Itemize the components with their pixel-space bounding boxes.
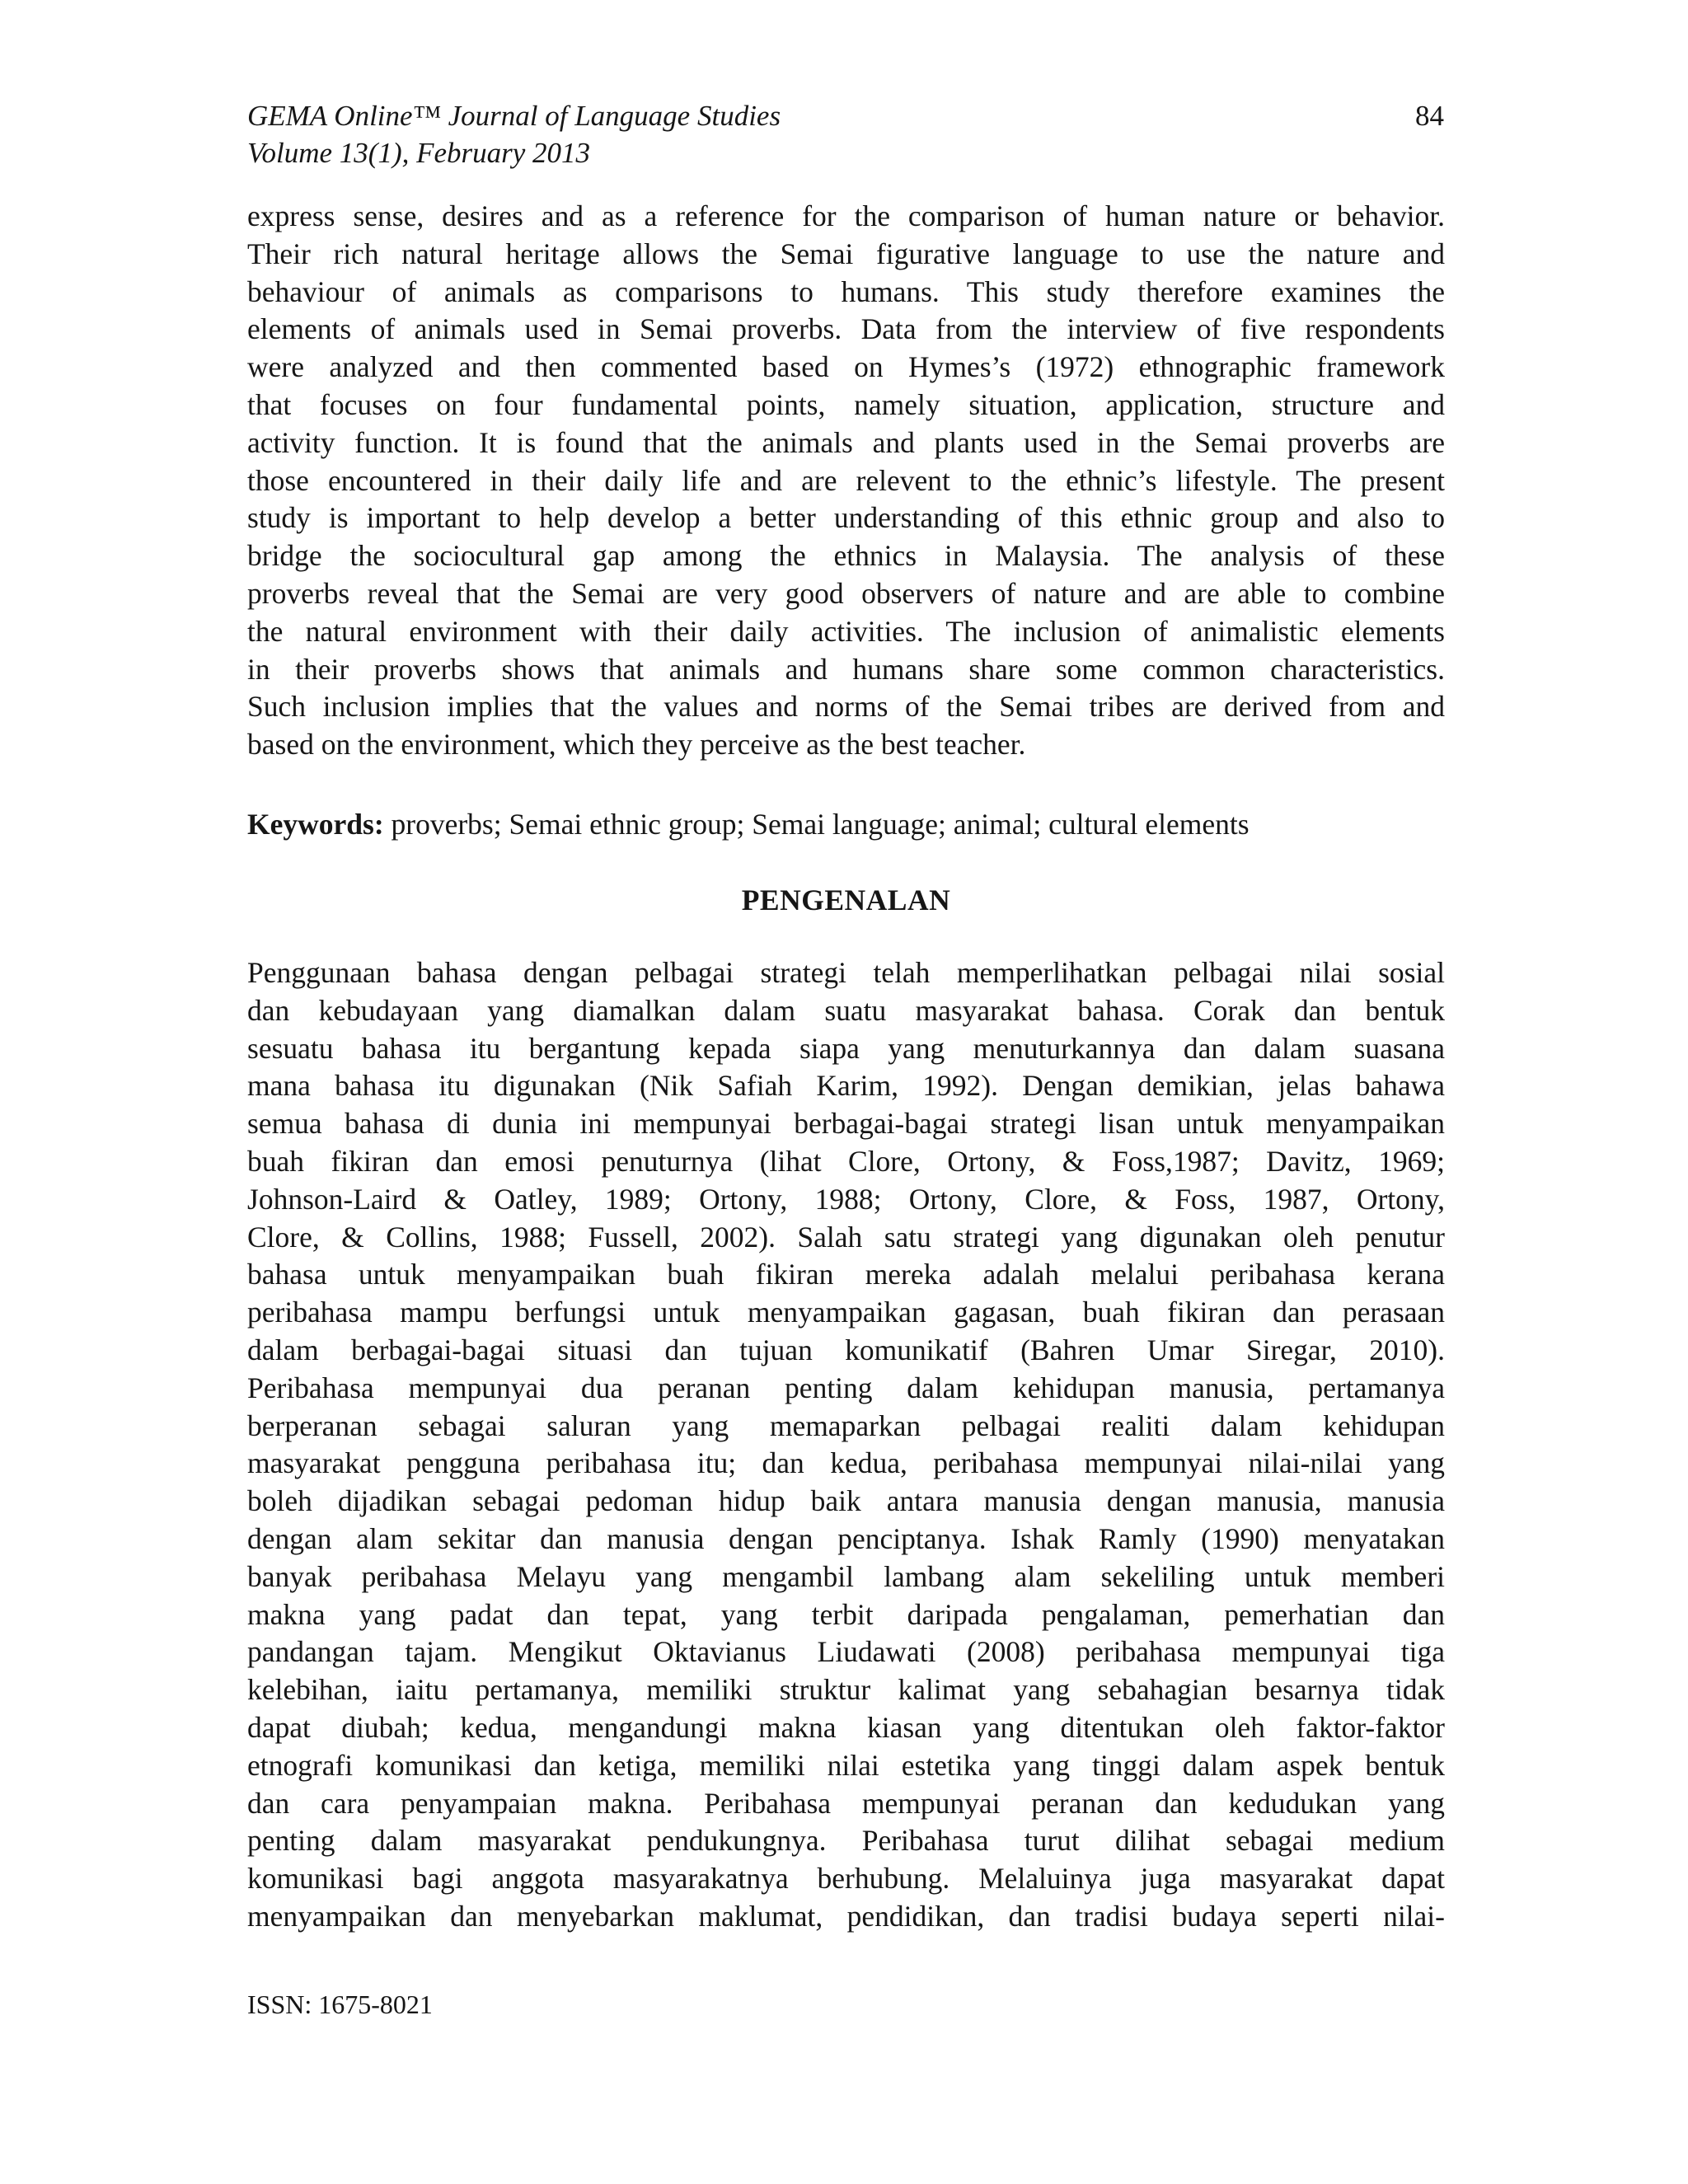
abstract-line: based on the environment, which they perceive as the best teacher. — [247, 728, 1026, 762]
abstract-line: were analyzed and then commented based on Hymes’s (1972) ethnographic framework — [247, 350, 1445, 384]
body-line: buah fikiran dan emosi penuturnya (lihat Clore, Ortony, & Foss,1987; Davitz, 1969; — [247, 1144, 1445, 1178]
body-line: semua bahasa di dunia ini mempunyai berbagai-bagai strategi lisan untuk menyampaikan — [247, 1107, 1445, 1141]
body-line: dengan alam sekitar dan manusia dengan penciptanya. Ishak Ramly (1990) menyatakan — [247, 1521, 1445, 1555]
body-line: makna yang padat dan tepat, yang terbit daripada pengalaman, pemerhatian dan — [247, 1597, 1445, 1631]
body-line: menyampaikan dan menyebarkan maklumat, pendidikan, dan tradisi budaya seperti nilai- — [247, 1899, 1445, 1933]
body-line: berperanan sebagai saluran yang memaparkan pelbagai realiti dalam kehidupan — [247, 1408, 1445, 1442]
body-line: etnografi komunikasi dan ketiga, memiliki nilai estetika yang tinggi dalam aspek bentuk — [247, 1748, 1445, 1782]
body-line: sesuatu bahasa itu bergantung kepada siapa yang menuturkannya dan dalam suasana — [247, 1031, 1445, 1065]
body-line: mana bahasa itu digunakan (Nik Safiah Karim, 1992). Dengan demikian, jelas bahawa — [247, 1069, 1445, 1103]
body-line: dan cara penyampaian makna. Peribahasa mempunyai peranan dan kedudukan yang — [247, 1786, 1445, 1820]
body-line: dalam berbagai-bagai situasi dan tujuan komunikatif (Bahren Umar Siregar, 2010). — [247, 1333, 1445, 1366]
abstract-line: study is important to help develop a better understanding of this ethnic group and also to — [247, 501, 1445, 535]
body-line: banyak peribahasa Melayu yang mengambil lambang alam sekeliling untuk memberi — [247, 1559, 1445, 1593]
body-line: Johnson-Laird & Oatley, 1989; Ortony, 1988; Ortony, Clore, & Foss, 1987, Ortony, — [247, 1182, 1445, 1216]
body-line: Peribahasa mempunyai dua peranan penting dalam kehidupan manusia, pertamanya — [247, 1371, 1445, 1404]
abstract-continuation — [247, 198, 1445, 764]
volume-info: Volume 13(1), February 2013 — [247, 137, 591, 169]
body-line: bahasa untuk menyampaikan buah fikiran mereka adalah melalui peribahasa kerana — [247, 1258, 1445, 1291]
abstract-line: that focuses on four fundamental points, namely situation, application, structure and — [247, 387, 1445, 421]
running-header — [247, 97, 1442, 171]
abstract-line: Their rich natural heritage allows the Semai figurative language to use the nature and — [247, 237, 1445, 270]
body-line: boleh dijadikan sebagai pedoman hidup baik antara manusia dengan manusia, manusia — [247, 1484, 1445, 1518]
keywords-label: Keywords: — [247, 808, 384, 841]
journal-title: GEMA Online™ Journal of Language Studies — [247, 100, 781, 132]
issn-footer: ISSN: 1675-8021 — [247, 1990, 433, 2019]
abstract-line: proverbs reveal that the Semai are very good observers of nature and are able to combine — [247, 576, 1445, 610]
abstract-line: activity function. It is found that the animals and plants used in the Semai proverbs are — [247, 425, 1445, 459]
abstract-line: bridge the sociocultural gap among the ethnics in Malaysia. The analysis of these — [247, 539, 1445, 573]
body-line: peribahasa mampu berfungsi untuk menyampaikan gagasan, buah fikiran dan perasaan — [247, 1296, 1445, 1329]
body-line: penting dalam masyarakat pendukungnya. Peribahasa turut dilihat sebagai medium — [247, 1824, 1445, 1858]
body-line: dan kebudayaan yang diamalkan dalam suatu masyarakat bahasa. Corak dan bentuk — [247, 993, 1445, 1027]
body-line: Clore, & Collins, 1988; Fussell, 2002). Salah satu strategi yang digunakan oleh penutur — [247, 1220, 1445, 1254]
body-line: komunikasi bagi anggota masyarakatnya berhubung. Melaluinya juga masyarakat dapat — [247, 1862, 1445, 1896]
body-line: Penggunaan bahasa dengan pelbagai strategi telah memperlihatkan pelbagai nilai sosial — [247, 956, 1445, 989]
body-line: masyarakat pengguna peribahasa itu; dan kedua, peribahasa mempunyai nilai-nilai yang — [247, 1446, 1445, 1480]
abstract-line: Such inclusion implies that the values and norms of the Semai tribes are derived from and — [247, 690, 1445, 724]
body-line: pandangan tajam. Mengikut Oktavianus Liudawati (2008) peribahasa mempunyai tiga — [247, 1635, 1445, 1669]
page-number: 84 — [1415, 100, 1444, 132]
keywords — [247, 806, 1445, 843]
abstract-line: behaviour of animals as comparisons to humans. This study therefore examines the — [247, 274, 1445, 308]
body-line: kelebihan, iaitu pertamanya, memiliki struktur kalimat yang sebahagian besarnya tidak — [247, 1673, 1445, 1707]
abstract-line: elements of animals used in Semai proverbs. Data from the interview of five respondents — [247, 312, 1445, 346]
keywords-text: proverbs; Semai ethnic group; Semai language; animal; cultural elements — [383, 808, 1250, 841]
body-paragraph — [247, 954, 1445, 1936]
section-heading: PENGENALAN — [741, 883, 951, 916]
abstract-line: those encountered in their daily life and are relevent to the ethnic’s lifestyle. The present — [247, 463, 1445, 497]
abstract-line: express sense, desires and as a reference for the comparison of human nature or behavior. — [247, 199, 1445, 232]
abstract-line: in their proverbs shows that animals and humans share some common characteristics. — [247, 652, 1445, 686]
body-line: dapat diubah; kedua, mengandungi makna kiasan yang ditentukan oleh faktor-faktor — [247, 1710, 1445, 1744]
abstract-line: the natural environment with their daily activities. The inclusion of animalistic elements — [247, 614, 1445, 648]
